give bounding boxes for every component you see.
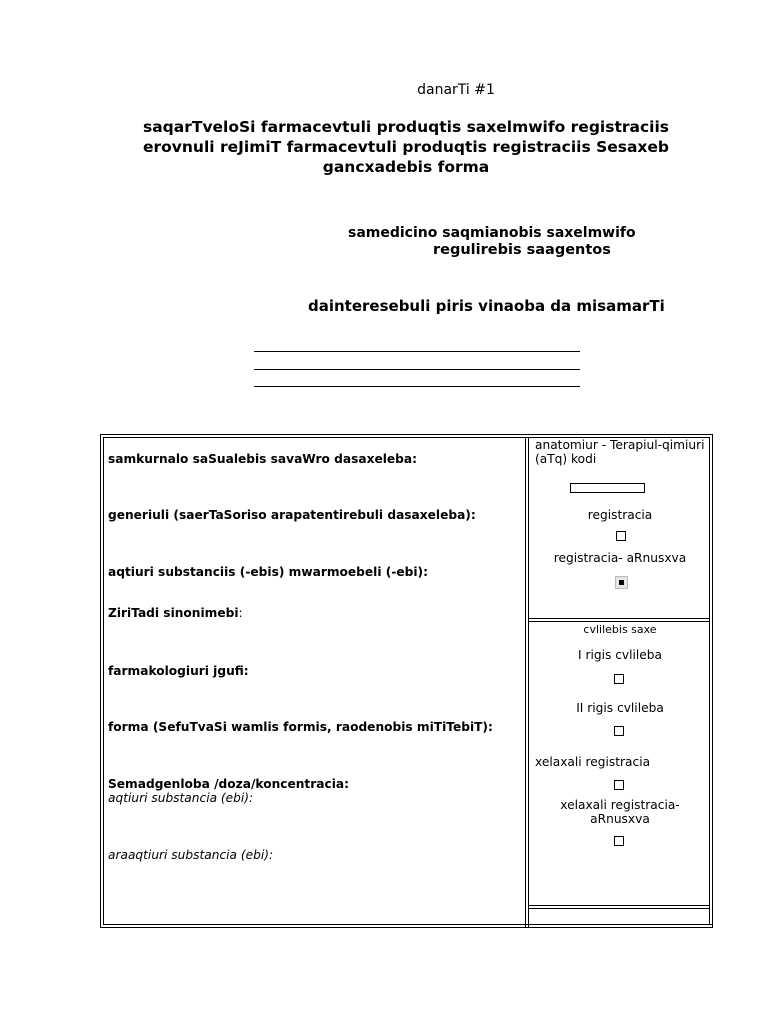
annex-number: danarTi #1 [417,82,495,98]
registration-copy-label: registracia- aRnusxva [553,551,687,565]
column-divider [525,437,526,928]
reregistration-label: xelaxali registracia [535,755,651,769]
applicant-line-3[interactable] [254,386,580,387]
field-synonyms [108,606,243,620]
reregistration-copy-line-1: xelaxali registracia- [560,798,680,812]
reregistration-copy-checkbox[interactable] [614,836,624,846]
field-synonyms-label: ZiriTadi sinonimebi [108,606,239,620]
form-title-line-3: gancxadebis forma [322,158,490,176]
change-type-2-label: II rigis cvlileba [576,701,664,715]
reregistration-checkbox[interactable] [614,780,624,790]
atc-code-label: anatomiur - Terapiul-qimiuri (aTq) kodi [535,438,705,466]
box-border [709,437,710,925]
box-border [103,437,104,925]
field-synonyms-colon: : [238,606,243,620]
field-generic-name: generiuli (saerTaSoriso arapatentirebuli dasaxeleba): [108,508,476,522]
box-border [103,924,528,925]
field-form: forma (SefuTvaSi wamlis formis, raodenobis miTiTebiT): [108,720,493,734]
field-trade-name: samkurnalo saSualebis savaWro dasaxeleba: [108,452,417,466]
atc-code-field[interactable] [570,483,645,493]
registration-copy-checkbox[interactable] [615,576,628,589]
reregistration-copy-line-2: aRnusxva [590,812,650,826]
column-divider [528,437,529,928]
panel-separator [528,924,712,925]
panel-separator [528,908,709,909]
field-composition: Semadgenloba /doza/koncentracia: [108,777,349,791]
change-type-2-checkbox[interactable] [614,726,624,736]
changes-title: cvlilebis saxe [583,623,657,636]
change-type-1-label: I rigis cvlileba [578,648,662,662]
box-border [100,927,528,928]
form-title-line-2: erovnuli reJimiT farmacevtuli produqtis registraciis Sesaxeb [142,138,670,156]
reregistration-copy-label [531,798,709,826]
registration-checkbox[interactable] [616,531,626,541]
agency-name-line-2: regulirebis saagentos [433,242,611,258]
box-border [712,434,713,928]
applicant-line-2[interactable] [254,369,580,370]
change-type-1-checkbox[interactable] [614,674,624,684]
applicant-line-1[interactable] [254,351,580,352]
panel-separator [528,621,709,622]
field-active-substance: aqtiuri substancia (ebi): [108,791,254,805]
box-border [100,434,712,435]
box-border [100,434,101,928]
registration-label: registracia [587,508,653,522]
applicant-label: dainteresebuli piris vinaoba da misamarTi [308,297,665,315]
panel-separator [528,927,712,928]
agency-name-line-1: samedicino saqmianobis saxelmwifo [348,225,636,241]
panel-separator [528,905,709,906]
form-title-line-1: saqarTveloSi farmacevtuli produqtis saxelmwifo registraciis [142,118,670,136]
form-title [40,117,768,177]
panel-separator [528,618,709,619]
field-pharm-group: farmakologiuri jgufi: [108,664,249,678]
field-manufacturer: aqtiuri substanciis (-ebis) mwarmoebeli (-ebi): [108,565,428,579]
field-inactive-substance: araaqtiuri substancia (ebi): [108,848,274,862]
